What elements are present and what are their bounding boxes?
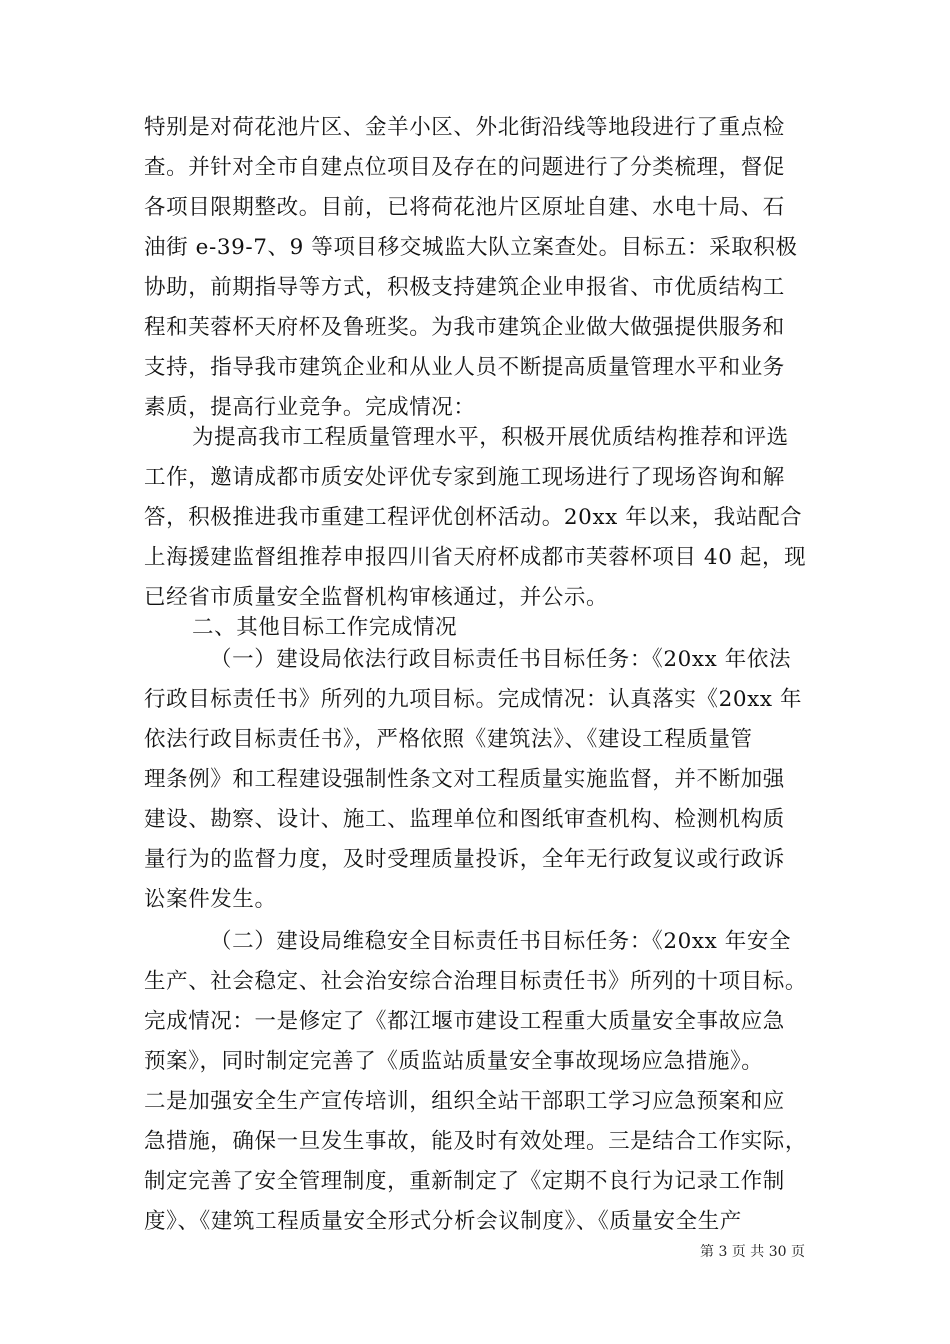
text-line: 依法行政目标责任书》，严格依照《建筑法》、《建设工程质量管: [144, 727, 753, 752]
text-line: 特别是对荷花池片区、金羊小区、外北街沿线等地段进行了重点检: [144, 115, 785, 140]
text-line: 程和芙蓉杯天府杯及鲁班奖。为我市建筑企业做大做强提供服务和: [144, 315, 785, 340]
text-line: 支持，指导我市建筑企业和从业人员不断提高质量管理水平和业务: [144, 355, 785, 380]
text-line: 上海援建监督组推荐申报四川省天府杯成都市芙蓉杯项目 40 起，现: [144, 545, 807, 570]
text-line: 制定完善了安全管理制度，重新制定了《定期不良行为记录工作制: [144, 1169, 785, 1194]
text-line: 为提高我市工程质量管理水平，积极开展优质结构推荐和评选: [192, 425, 789, 450]
text-line: 讼案件发生。: [144, 887, 277, 912]
text-line: 答，积极推进我市重建工程评优创杯活动。20xx 年以来，我站配合: [144, 505, 803, 530]
text-line: （一）建设局依法行政目标责任书目标任务：《20xx 年依法: [210, 647, 792, 672]
text-line: 行政目标责任书》所列的九项目标。完成情况：认真落实《20xx 年: [144, 687, 803, 712]
text-line: 查。并针对全市自建点位项目及存在的问题进行了分类梳理，督促: [144, 155, 785, 180]
text-line: 协助，前期指导等方式，积极支持建筑企业申报省、市优质结构工: [144, 275, 785, 300]
text-line: 素质，提高行业竞争。完成情况：: [144, 395, 476, 420]
text-line: 油街 e-39-7、9 等项目移交城监大队立案查处。目标五：采取积极: [144, 235, 798, 260]
text-line: 完成情况：一是修定了《都江堰市建设工程重大质量安全事故应急: [144, 1009, 785, 1034]
text-line: 理条例》和工程建设强制性条文对工程质量实施监督，并不断加强: [144, 767, 785, 792]
text-line: 量行为的监督力度，及时受理质量投诉，全年无行政复议或行政诉: [144, 847, 785, 872]
page-number: 第 3 页 共 30 页: [700, 1244, 805, 1260]
text-line: 生产、社会稳定、社会治安综合治理目标责任书》所列的十项目标。: [144, 969, 808, 994]
text-line: 工作，邀请成都市质安处评优专家到施工现场进行了现场咨询和解: [144, 465, 785, 490]
text-line: （二）建设局维稳安全目标责任书目标任务：《20xx 年安全: [210, 929, 792, 954]
text-line: 预案》，同时制定完善了《质监站质量安全事故现场应急措施》。: [144, 1049, 764, 1074]
text-line: 建设、勘察、设计、施工、监理单位和图纸审查机构、检测机构质: [144, 807, 785, 832]
text-line: 已经省市质量安全监督机构审核通过，并公示。: [144, 585, 609, 610]
text-line: 度》、《建筑工程质量安全形式分析会议制度》、《质量安全生产: [144, 1209, 742, 1234]
section-heading: 二、其他目标工作完成情况: [192, 615, 458, 640]
text-line: 急措施，确保一旦发生事故，能及时有效处理。三是结合工作实际，: [144, 1129, 808, 1154]
text-line: 二是加强安全生产宣传培训，组织全站干部职工学习应急预案和应: [144, 1089, 785, 1114]
text-line: 各项目限期整改。目前，已将荷花池片区原址自建、水电十局、石: [144, 195, 785, 220]
